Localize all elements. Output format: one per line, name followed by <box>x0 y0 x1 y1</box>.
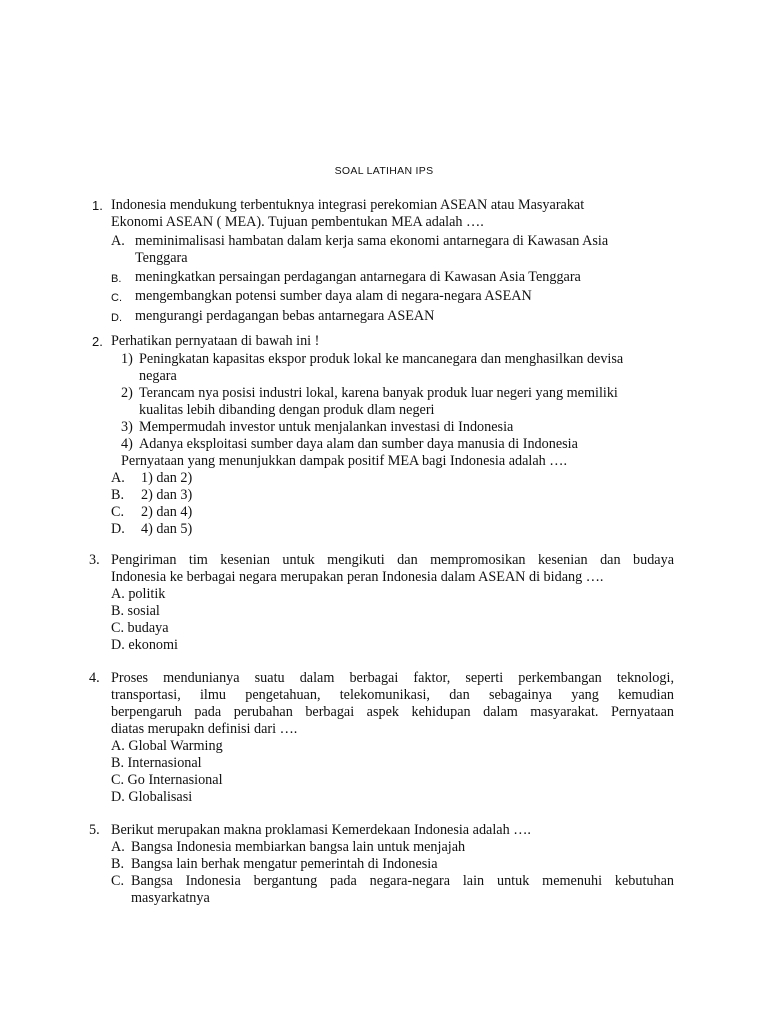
option-letter: A. <box>111 470 125 486</box>
option-b <box>0 856 768 873</box>
statement-number: 4) <box>121 436 133 452</box>
option-a <box>0 233 768 250</box>
option-b <box>0 487 768 504</box>
option-text: meminimalisasi hambatan dalam kerja sama ekonomi antarnegara di Kawasan Asia <box>135 233 609 249</box>
statement-3 <box>0 419 768 436</box>
option-a: A. Global Warming <box>111 738 223 754</box>
question-text: berpengaruh pada perubahan berbagai aspek kehidupan dalam masyarakat. Pernyataan <box>111 704 674 720</box>
statement-1 <box>0 351 768 368</box>
question-text: Ekonomi ASEAN ( MEA). Tujuan pembentukan MEA adalah …. <box>111 214 484 230</box>
option-text: 4) dan 5) <box>141 521 193 537</box>
question-5 <box>0 822 768 907</box>
option-text: mengembangkan potensi sumber daya alam di negara-negara ASEAN <box>135 288 532 304</box>
option-text: meningkatkan persaingan perdagangan antarnegara di Kawasan Asia Tenggara <box>135 269 581 285</box>
statement-text: Terancam nya posisi industri lokal, karena banyak produk luar negeri yang memiliki <box>139 385 618 401</box>
option-text: Bangsa Indonesia membiarkan bangsa lain untuk menjajah <box>131 839 466 855</box>
option-letter: B. <box>111 487 125 503</box>
statement-text: kualitas lebih dibanding dengan produk dlam negeri <box>139 402 435 418</box>
option-a: A. politik <box>111 586 166 602</box>
option-b: B. sosial <box>111 603 160 619</box>
option-text: 2) dan 4) <box>141 504 193 520</box>
question-text: Indonesia mendukung terbentuknya integrasi perekomian ASEAN atau Masyarakat <box>111 197 585 213</box>
option-text: 1) dan 2) <box>141 470 193 486</box>
question-number: 2. <box>92 334 103 349</box>
question-text: Berikut merupakan makna proklamasi Kemerdekaan Indonesia adalah …. <box>111 822 531 838</box>
statement-number: 1) <box>121 351 133 367</box>
option-d: D. ekonomi <box>111 637 178 653</box>
statement-text: Adanya eksploitasi sumber daya alam dan sumber daya manusia di Indonesia <box>139 436 578 452</box>
option-c <box>0 504 768 521</box>
statement-2 <box>0 385 768 402</box>
option-text: Bangsa Indonesia bergantung pada negara-negara lain untuk memenuhi kebutuhan <box>131 873 674 889</box>
question-text: transportasi, ilmu pengetahuan, telekomunikasi, dan sebagainya yang kemudian <box>111 687 674 703</box>
statement-number: 3) <box>121 419 133 435</box>
question-number: 4. <box>89 670 100 686</box>
option-d: D. Globalisasi <box>111 789 193 805</box>
question-4 <box>0 670 768 806</box>
option-c <box>0 873 768 890</box>
question-text: Perhatikan pernyataan di bawah ini ! <box>111 333 320 349</box>
option-b <box>0 269 768 288</box>
option-d <box>0 308 768 327</box>
question-number: 1. <box>92 198 103 213</box>
question-number: 3. <box>89 552 100 568</box>
statement-text: negara <box>139 368 177 384</box>
option-letter: B. <box>111 856 125 872</box>
option-c: C. Go Internasional <box>111 772 223 788</box>
option-text: Bangsa lain berhak mengatur pemerintah di Indonesia <box>131 856 438 872</box>
question-2 <box>0 333 768 538</box>
question-text: diatas merupakn definisi dari …. <box>111 721 298 737</box>
question-number: 5. <box>89 822 100 838</box>
question-text: Pernyataan yang menunjukkan dampak positif MEA bagi Indonesia adalah …. <box>121 453 568 469</box>
option-text: masyarkatnya <box>131 890 210 906</box>
question-text: Pengiriman tim kesenian untuk mengikuti dan mempromosikan kesenian dan budaya <box>111 552 674 568</box>
statement-text: Peningkatan kapasitas ekspor produk lokal ke mancanegara dan menghasilkan devisa <box>139 351 624 367</box>
option-b: B. Internasional <box>111 755 202 771</box>
option-letter: B. <box>111 273 122 285</box>
option-text: mengurangi perdagangan bebas antarnegara ASEAN <box>135 308 435 324</box>
option-letter: C. <box>111 292 122 304</box>
option-a <box>0 839 768 856</box>
option-c: C. budaya <box>111 620 169 636</box>
statement-text: Mempermudah investor untuk menjalankan investasi di Indonesia <box>139 419 514 435</box>
option-letter: D. <box>111 521 125 537</box>
option-d <box>0 521 768 538</box>
option-text: Tenggara <box>135 250 188 266</box>
option-letter: C. <box>111 873 125 889</box>
option-c <box>0 288 768 308</box>
page-title: SOAL LATIHAN IPS <box>334 165 434 177</box>
question-text: Indonesia ke berbagai negara merupakan peran Indonesia dalam ASEAN di bidang …. <box>111 569 604 585</box>
option-letter: C. <box>111 504 125 520</box>
option-letter: D. <box>111 312 122 324</box>
statement-4 <box>0 436 768 453</box>
question-text: Proses mendunianya suatu dalam berbagai faktor, seperti perkembangan teknologi, <box>111 670 674 686</box>
option-letter: A. <box>111 839 125 855</box>
option-text: 2) dan 3) <box>141 487 193 503</box>
statement-number: 2) <box>121 385 133 401</box>
option-letter: A. <box>111 233 125 249</box>
question-3 <box>0 552 768 654</box>
question-1 <box>0 197 768 327</box>
option-a <box>0 470 768 487</box>
